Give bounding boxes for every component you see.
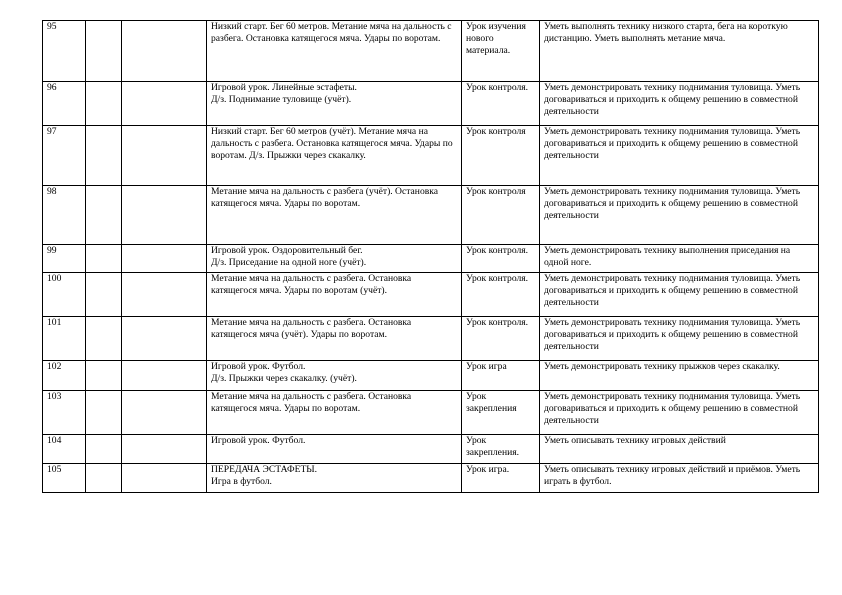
lesson-type-text: Урок контроля.: [466, 273, 529, 284]
lesson-type-text: Урок изучения нового материала.: [466, 21, 526, 56]
lesson-type-text: Урок игра: [466, 361, 507, 372]
table-row: [43, 361, 819, 391]
lesson-number-text: 96: [47, 82, 57, 93]
lesson-type-cell: [462, 273, 540, 317]
lesson-type-cell: [462, 464, 540, 493]
empty-cell: [122, 82, 207, 126]
lesson-number-text: 103: [47, 391, 62, 402]
table-row: [43, 317, 819, 361]
lesson-number-cell: [43, 391, 86, 435]
empty-cell: [122, 361, 207, 391]
requirements-text: Уметь описывать технику игровых действий: [544, 435, 726, 446]
lesson-type-text: Урок контроля: [466, 186, 526, 197]
empty-cell: [86, 361, 122, 391]
lesson-topic-cell: [207, 273, 462, 317]
lesson-type-text: Урок контроля.: [466, 245, 529, 256]
requirements-text: Уметь выполнять технику низкого старта, бега на короткую дистанцию. Уметь выполнять метание мяча.: [544, 21, 788, 44]
empty-cell: [86, 391, 122, 435]
lesson-topic-text: Метание мяча на дальность с разбега (учёт). Остановка катящегося мяча. Удары по воротам.: [211, 186, 439, 209]
table-row: [43, 126, 819, 186]
lesson-type-text: Урок закрепления: [466, 391, 517, 414]
lesson-number-text: 98: [47, 186, 57, 197]
empty-cell: [86, 273, 122, 317]
lesson-topic-text: Метание мяча на дальность с разбега. Остановка катящегося мяча. Удары по воротам (учёт).: [211, 273, 412, 296]
lesson-type-cell: [462, 435, 540, 464]
requirements-cell: [540, 186, 819, 245]
lesson-topic-text: Метание мяча на дальность с разбега. Остановка катящегося мяча (учёт). Удары по воротам.: [211, 317, 412, 340]
lesson-topic-cell: [207, 391, 462, 435]
empty-cell: [122, 186, 207, 245]
empty-cell: [122, 435, 207, 464]
lesson-topic-cell: [207, 186, 462, 245]
requirements-cell: [540, 273, 819, 317]
lesson-type-text: Урок закрепления.: [466, 435, 520, 458]
requirements-cell: [540, 435, 819, 464]
table-row: [43, 21, 819, 82]
lesson-type-cell: [462, 126, 540, 186]
table-row: [43, 435, 819, 464]
requirements-cell: [540, 317, 819, 361]
lesson-type-text: Урок контроля: [466, 126, 526, 137]
lesson-number-cell: [43, 464, 86, 493]
lesson-topic-text: Метание мяча на дальность с разбега. Остановка катящегося мяча. Удары по воротам.: [211, 391, 412, 414]
lesson-number-text: 95: [47, 21, 57, 32]
lesson-topic-cell: [207, 21, 462, 82]
requirements-text: Уметь описывать технику игровых действий и приёмов. Уметь играть в футбол.: [544, 464, 801, 487]
lesson-number-cell: [43, 21, 86, 82]
requirements-cell: [540, 245, 819, 273]
requirements-cell: [540, 464, 819, 493]
lesson-topic-cell: [207, 126, 462, 186]
requirements-cell: [540, 361, 819, 391]
lesson-number-text: 100: [47, 273, 62, 284]
lesson-topic-cell: [207, 317, 462, 361]
requirements-text: Уметь демонстрировать технику поднимания туловища. Уметь договариваться и приходить к общему решению в совместной деятельности: [544, 126, 801, 161]
table-row: [43, 273, 819, 317]
lesson-number-cell: [43, 245, 86, 273]
requirements-cell: [540, 82, 819, 126]
lesson-topic-cell: [207, 245, 462, 273]
lesson-type-cell: [462, 391, 540, 435]
requirements-text: Уметь демонстрировать технику прыжков через скакалку.: [544, 361, 780, 372]
lesson-number-cell: [43, 186, 86, 245]
empty-cell: [86, 317, 122, 361]
lesson-plan-table: [42, 20, 819, 493]
lesson-number-cell: [43, 273, 86, 317]
lesson-number-cell: [43, 361, 86, 391]
lesson-type-cell: [462, 21, 540, 82]
empty-cell: [122, 273, 207, 317]
empty-cell: [86, 435, 122, 464]
lesson-type-text: Урок контроля.: [466, 317, 529, 328]
requirements-cell: [540, 126, 819, 186]
lesson-type-cell: [462, 186, 540, 245]
empty-cell: [122, 245, 207, 273]
table-row: [43, 245, 819, 273]
table-row: [43, 82, 819, 126]
lesson-number-cell: [43, 317, 86, 361]
requirements-text: Уметь демонстрировать технику поднимания туловища. Уметь договариваться и приходить к общему решению в совместной деятельности: [544, 391, 801, 426]
table-body: [43, 21, 819, 493]
lesson-topic-cell: [207, 361, 462, 391]
lesson-type-cell: [462, 361, 540, 391]
requirements-text: Уметь демонстрировать технику поднимания туловища. Уметь договариваться и приходить к общему решению в совместной деятельности: [544, 186, 801, 221]
requirements-text: Уметь демонстрировать технику поднимания туловища. Уметь договариваться и приходить к общему решению в совместной деятельности: [544, 273, 801, 308]
lesson-number-text: 97: [47, 126, 57, 137]
empty-cell: [86, 21, 122, 82]
lesson-topic-cell: [207, 464, 462, 493]
lesson-topic-text: Низкий старт. Бег 60 метров. Метание мяча на дальность с разбега. Остановка катящегося мяча. Удары по воротам.: [211, 21, 452, 44]
lesson-number-cell: [43, 126, 86, 186]
lesson-number-text: 104: [47, 435, 62, 446]
empty-cell: [86, 186, 122, 245]
requirements-cell: [540, 21, 819, 82]
requirements-cell: [540, 391, 819, 435]
lesson-topic-text: Низкий старт. Бег 60 метров (учёт). Метание мяча на дальность с разбега. Остановка катящегося мяча. Удары по воротам. Д/з. Прыжки через скакалку.: [211, 126, 453, 161]
table-row: [43, 391, 819, 435]
lesson-type-cell: [462, 317, 540, 361]
lesson-number-text: 102: [47, 361, 62, 372]
lesson-topic-text: Игровой урок. Оздоровительный бег. Д/з. Приседание на одной ноге (учёт).: [211, 245, 367, 268]
lesson-number-text: 99: [47, 245, 57, 256]
table-row: [43, 186, 819, 245]
empty-cell: [86, 126, 122, 186]
lesson-number-text: 101: [47, 317, 62, 328]
empty-cell: [122, 317, 207, 361]
lesson-type-cell: [462, 245, 540, 273]
lesson-topic-text: Игровой урок. Линейные эстафеты. Д/з. Поднимание туловище (учёт).: [211, 82, 357, 105]
lesson-number-text: 105: [47, 464, 62, 475]
empty-cell: [122, 21, 207, 82]
requirements-text: Уметь демонстрировать технику поднимания туловища. Уметь договариваться и приходить к общему решению в совместной деятельности: [544, 317, 801, 352]
requirements-text: Уметь демонстрировать технику выполнения приседания на одной ноге.: [544, 245, 791, 268]
lesson-topic-cell: [207, 435, 462, 464]
lesson-type-cell: [462, 82, 540, 126]
lesson-type-text: Урок контроля.: [466, 82, 529, 93]
lesson-topic-text: Игровой урок. Футбол. Д/з. Прыжки через скакалку. (учёт).: [211, 361, 357, 384]
empty-cell: [86, 82, 122, 126]
empty-cell: [122, 391, 207, 435]
lesson-type-text: Урок игра.: [466, 464, 510, 475]
empty-cell: [122, 126, 207, 186]
lesson-topic-text: Игровой урок. Футбол.: [211, 435, 306, 446]
lesson-topic-cell: [207, 82, 462, 126]
lesson-topic-text: ПЕРЕДАЧА ЭСТАФЕТЫ. Игра в футбол.: [211, 464, 318, 487]
empty-cell: [86, 464, 122, 493]
table-row: [43, 464, 819, 493]
empty-cell: [86, 245, 122, 273]
lesson-number-cell: [43, 82, 86, 126]
requirements-text: Уметь демонстрировать технику поднимания туловища. Уметь договариваться и приходить к общему решению в совместной деятельности: [544, 82, 801, 117]
lesson-number-cell: [43, 435, 86, 464]
empty-cell: [122, 464, 207, 493]
